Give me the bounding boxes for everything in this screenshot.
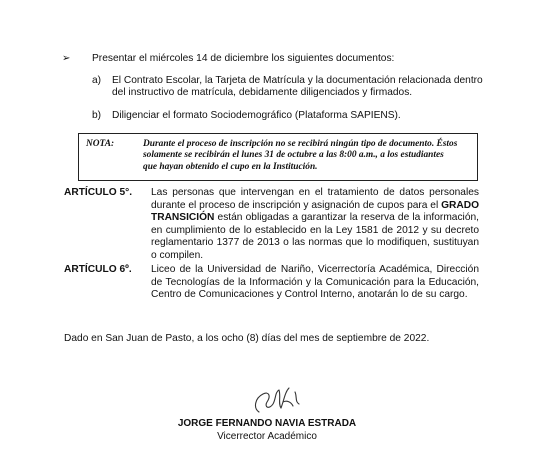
bullet-arrow-icon: ➢ bbox=[62, 53, 71, 64]
presentar-text: Presentar el miércoles 14 de diciembre los siguientes documentos: bbox=[92, 53, 395, 64]
signatory-name: JORGE FERNANDO NAVIA ESTRADA bbox=[177, 418, 357, 429]
item-a-letter: a) bbox=[92, 75, 102, 86]
nota-text bbox=[143, 139, 470, 173]
signatory-role: Vicerrector Académico bbox=[217, 431, 317, 442]
item-b-line-1: Diligenciar el formato Sociodemográfico (Plataforma SAPIENS). bbox=[112, 110, 401, 121]
articulo-5-title: ARTÍCULO 5°. bbox=[64, 187, 133, 198]
nota-line-2: solamente se recibirán el lunes 31 de octubre a las 8:00 a.m., a los estudiantes bbox=[143, 150, 444, 161]
articulo-5-text bbox=[151, 187, 479, 263]
nota-line-1: Durante el proceso de inscripción no se recibirá ningún tipo de documento. Éstos bbox=[143, 139, 458, 149]
item-a-line-2: del instructivo de matrícula, debidamente diligenciados y firmados. bbox=[112, 87, 413, 98]
articulo-6-text: Liceo de la Universidad de Nariño, Vicerrectoría Académica, Dirección de Tecnologías de la Información y la Comunicación para la Educación, Centro de Comunicaciones y Control Interno, anotarán lo de su cargo. bbox=[151, 264, 479, 301]
grado-transicion-bold: GRADO TRANSICIÓN bbox=[151, 199, 479, 224]
item-a-line-1: El Contrato Escolar, la Tarjeta de Matrícula y la documentación relacionada dentro bbox=[112, 75, 483, 86]
dado-en-text: Dado en San Juan de Pasto, a los ocho (8) días del mes de septiembre de 2022. bbox=[64, 333, 430, 344]
nota-label: NOTA: bbox=[86, 139, 115, 149]
articulo-6-title: ARTÍCULO 6º. bbox=[64, 264, 132, 275]
articulo-5-text-after: están obligadas a garantizar la reserva de la información, en cumplimiento de lo establecido en la Ley 1581 de 2012 y su decreto reglamentario 1377 de 2013 o las normas que lo modifiquen, sustituyan o compilen. bbox=[151, 212, 479, 261]
articulo-5-text-before: Las personas que intervengan en el tratamiento de datos personales durante el proceso de inscripción y asignación de cupos para el bbox=[151, 187, 479, 211]
nota-line-3: que hayan obtenido el cupo en la Institución. bbox=[143, 161, 318, 172]
item-b-letter: b) bbox=[92, 110, 102, 121]
handwritten-signature bbox=[245, 382, 305, 418]
